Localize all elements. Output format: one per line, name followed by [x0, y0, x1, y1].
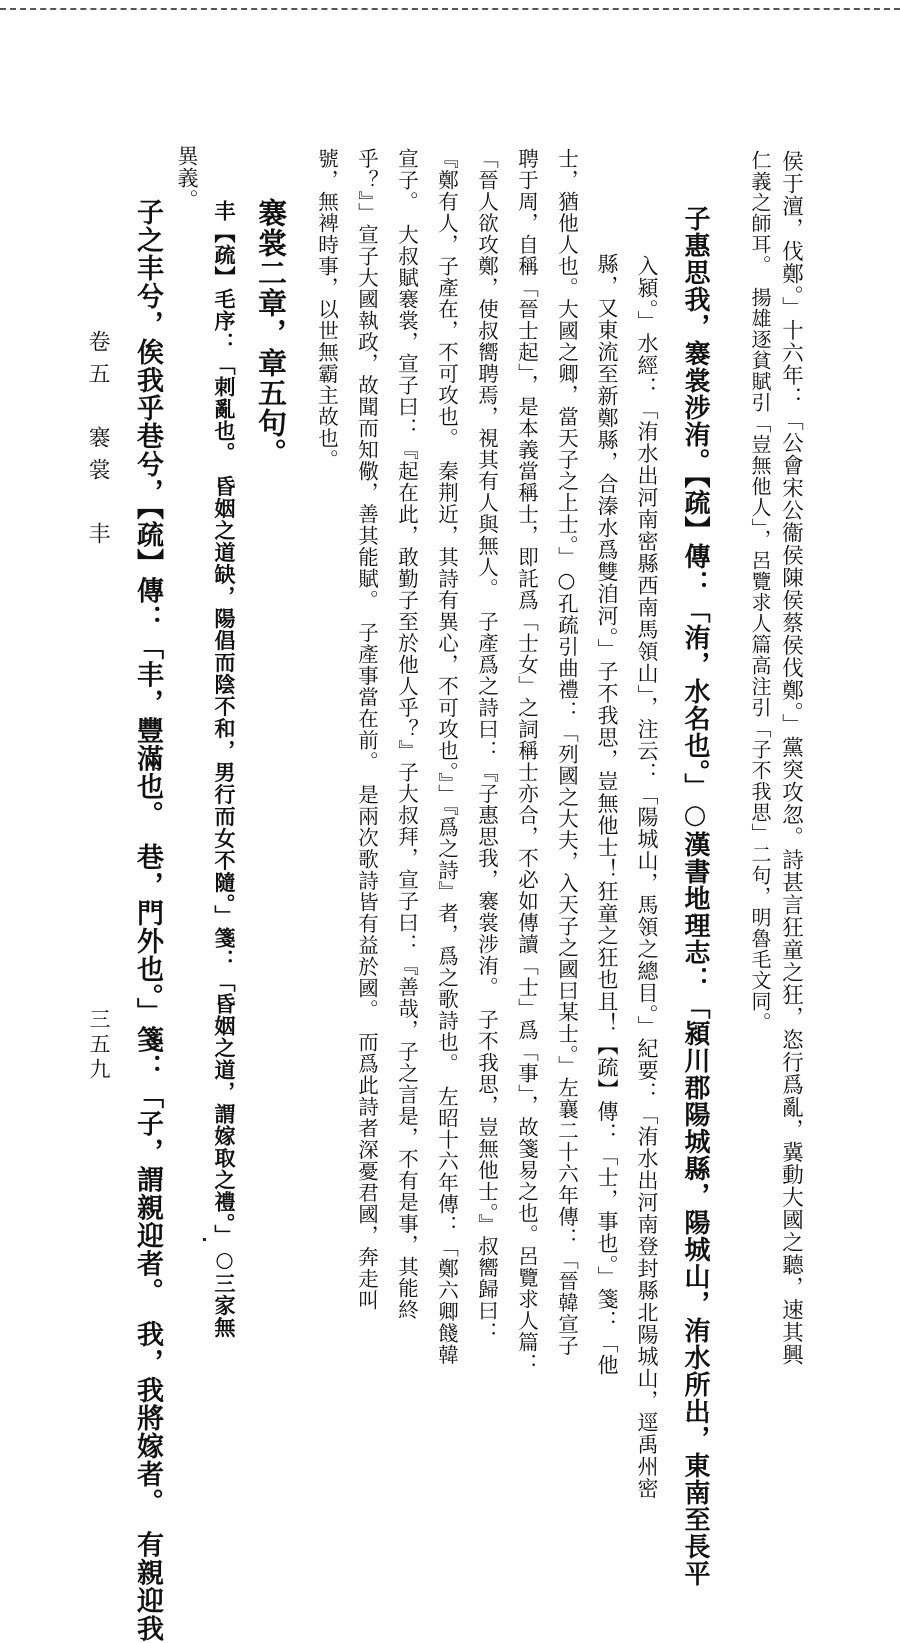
- text-column-12: 號，無裨時事，以世無霸主故也。: [314, 148, 339, 471]
- running-header: 卷五 褰裳 丰: [85, 330, 110, 554]
- text-column-8: 「晉人欲攻鄭，使叔嚮聘焉，視其有人與無人。 子產爲之詩曰：『子惠思我，褰裳涉洧。 子不我思，豈無他士。』叔嚮歸曰：: [474, 148, 499, 1343]
- text-column-11: 乎？』」宣子大國執政，故聞而知儆，善其能賦。 子產事當在前。 是兩次歌詩皆有益於國。 而爲此詩者深憂君國，奔走叫: [354, 148, 379, 1311]
- text-column-5: 縣，又東流至新鄭縣，合溱水爲雙洎河。」子不我思，豈無他士！狂童之狂也且！【疏】傳：「士，事也。」箋：「他: [595, 253, 619, 1376]
- top-dashed-rule: [0, 8, 900, 10]
- print-speck: [203, 1238, 206, 1241]
- text-column-16: 子之丰兮，俟我乎巷兮，【疏】傳：「丰，豐滿也。 巷，門外也。」箋：「子，謂親迎者。 我，我將嫁者。 有親迎我: [132, 198, 163, 1643]
- text-column-6: 士，猶他人也。大國之卿，當天子之上士。」○孔疏引曲禮：「列國之大夫，入天子之國曰某士。」左襄二十六年傳：「晉韓宣子: [554, 148, 579, 1357]
- text-column-1: 侯于澶，伐鄭。」十六年：「公會宋公衞侯陳侯蔡侯伐鄭。」黨突攻忽。詩甚言狂童之狂，恣行爲亂，冀動大國之聽，速其興: [778, 150, 804, 1366]
- text-column-15: 異義。: [175, 145, 199, 211]
- poem-title-feng: 丰【疏】毛序：「刺亂也。 昏姻之道缺，陽倡而陰不和，男行而女不隨。」箋：「昏姻之道，謂嫁取之禮。」○三家無: [212, 200, 237, 1339]
- text-column-9: 『鄭有人，子產在，不可攻也。 秦荆近，其詩有異心，不可攻也。』」『爲之詩』者，爲之歌詩也。 左昭十六年傳：「鄭六卿餞韓: [434, 148, 459, 1366]
- text-column-4: 入潁。」水經：「洧水出河南密縣西南馬領山」，注云：「陽城山，馬領之總目。」紀要：「洧水出河南登封縣北陽城山，逕禹州密: [635, 255, 659, 1500]
- text-column-10: 宣子。 大叔賦褰裳，宣子曰：『起在此，敢勤子至於他人乎？』子大叔拜，宣子曰：『善哉，子之言是，不有是事，其能終: [394, 148, 419, 1321]
- page-number: 三五九: [87, 1008, 111, 1083]
- text-column-2: 仁義之師耳。 揚雄逐貧賦引「豈無他人」，呂覽求人篇高注引「子不我思」二句，明魯毛文同。: [748, 150, 772, 1033]
- text-column-3: 子惠思我，褰裳涉洧。【疏】傳：「洧，水名也。」○漢書地理志：「潁川郡陽城縣，陽城山，洧水所出，東南至長平: [680, 205, 710, 1587]
- chapter-count: 褰裳二章，章五句。: [254, 198, 288, 468]
- text-column-7: 聘于周，自稱「晉士起」，是本義當稱士，即託爲「士女」之詞稱士亦合，不必如傳讀「士」爲「事」，故箋易之也。呂覽求人篇：: [514, 148, 539, 1375]
